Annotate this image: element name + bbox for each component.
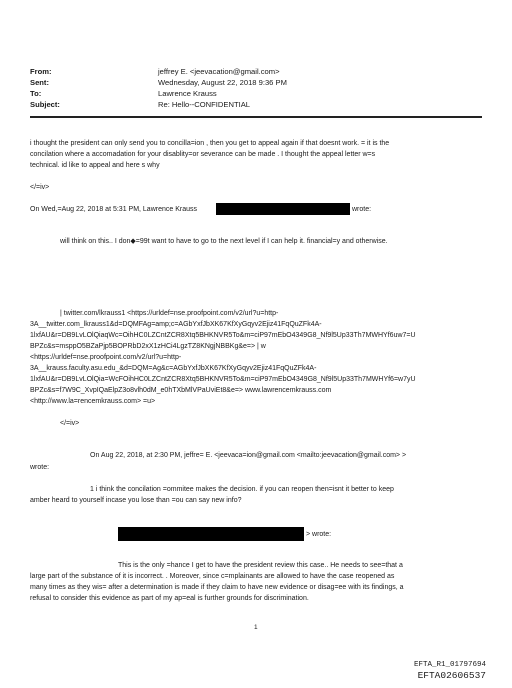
sig-line-8: BPZc&s=f7W9C_XvpIQaElpZ3o8vlh0dM_e0hTXbMlVPaUviEt8&e=> www.lawrencemkrauss.com <box>30 387 332 394</box>
quote2-line-1: This is the only =hance I get to have the president review this case.. He needs to see=that a <box>118 562 403 569</box>
redaction-box-1 <box>216 203 350 215</box>
bates-number-2: EFTA02606537 <box>417 670 486 681</box>
to-row <box>30 88 358 99</box>
on-aug-line: On Aug 22, 2018, at 2:30 PM, jeffre= E. <jeevaca=ion@gmail.com <mailto:jeevacation@gmail.com> > <box>90 452 407 459</box>
sig-line-7: 1lxfAU&r=DB9LvLOlQia=WcFOihHC0LZCntZCR8Xtq5BHKNVR5To&m=ciP97mEbO4349G8_Nf9l5Up33Th7MWHYf6=w7yU <box>30 376 416 383</box>
subject-label: Subject: <box>30 100 60 109</box>
on-wed-line: On Wed,=Aug 22, 2018 at 5:31 PM, Lawrence Krauss <box>30 206 197 213</box>
to-label: To: <box>30 89 42 98</box>
from-row <box>30 66 358 77</box>
quote1-line-1: 1 i think the concilation =ommitee makes the decision. if you can reopen then=isnt it better to keep <box>90 486 394 493</box>
body-p1-line-3: technical. id like to appeal and here s why <box>30 162 160 169</box>
div-close-tag-1: </=iv> <box>30 184 50 191</box>
to-value: Lawrence Krauss <box>158 89 217 98</box>
body-p1-line-2: concilation where a accomadation for your disablity=or severance can be made . I thought the appeal letter w=s <box>30 151 376 158</box>
sig-line-9: <http://www.la=rencemkrauss.com> =u> <box>30 398 156 405</box>
bates-number-1: EFTA_R1_01797694 <box>413 661 486 669</box>
quote1-line-2: amber heard to yourself incase you lose than =ou can say new info? <box>30 497 242 504</box>
div-close-tag-2: </=iv> <box>60 420 80 427</box>
sent-value: Wednesday, August 22, 2018 9:36 PM <box>158 78 287 87</box>
sent-label: Sent: <box>30 78 49 87</box>
redaction-box-2 <box>118 527 304 541</box>
body-p1-line-1: i thought the president can only send you to concilla=ion , then you get to appeal again if that doesnt work. = it is the <box>30 140 390 147</box>
sig-line-6: 3A__krauss.faculty.asu.edu_&d=DQM=Ag&c=AGbYxfJbXK67KfXyGqyv2Ejiz41FqQuZFk4A- <box>30 365 317 372</box>
subject-row <box>30 99 358 110</box>
sent-row <box>30 77 358 88</box>
quote2-line-4: refusal to consider this evidence as part of my ap=eal is further grounds for discrimination. <box>30 595 309 602</box>
from-value: jeffrey E. <jeevacation@gmail.com> <box>158 67 280 76</box>
subject-value: Re: Hello--CONFIDENTIAL <box>158 100 250 109</box>
on-wed-wrote: wrote: <box>352 206 372 213</box>
wrote-line-2: > wrote: <box>306 531 332 538</box>
page-number: 1 <box>254 624 258 631</box>
sig-line-5: <https://urldef=nse.proofpoint.com/v2/url?u=http- <box>30 354 182 361</box>
sig-line-2: 3A__twitter.com_lkrauss1&d=DQMFAg=amp;c=AGbYxfJbXK67KfXyGqyv2Ejiz41FqQuZFk4A- <box>30 321 322 328</box>
quote2-line-2: large part of the substance of it is incorrect. . Moreover, since c=mplainants are allowed to have the case reopened as <box>30 573 395 580</box>
sig-line-3: 1lxfAU&r=DB9LvLOlQiaqWc=OihHC0LZCntZCR8Xtq5BHKNVR5To&m=ciP97mEbO4349G8_Nf9l5Up33Th7MWHYf6uw7=U <box>30 332 416 339</box>
wrote-line-1: wrote: <box>30 464 50 471</box>
sig-line-1: | twitter.com/lkrauss1 <https://urldef=nse.proofpoint.com/v2/url?u=http- <box>60 310 279 317</box>
reply-line: will think on this.. I don◆=99t want to have to go to the next level if I can help it. financial=y and otherwise. <box>60 238 388 245</box>
sig-line-4: BPZc&s=msppO5BZaPjp5BOPRbD2xX1zHCi4LgzTZ8KNgjNBBKg&e=> | w <box>30 343 266 350</box>
from-label: From: <box>30 67 52 76</box>
email-header <box>30 66 358 110</box>
header-divider <box>30 116 482 118</box>
quote2-line-3: many times as they wis= after a determination is made if they claim to have new evidence or disag=ee with its findings, a <box>30 584 404 591</box>
